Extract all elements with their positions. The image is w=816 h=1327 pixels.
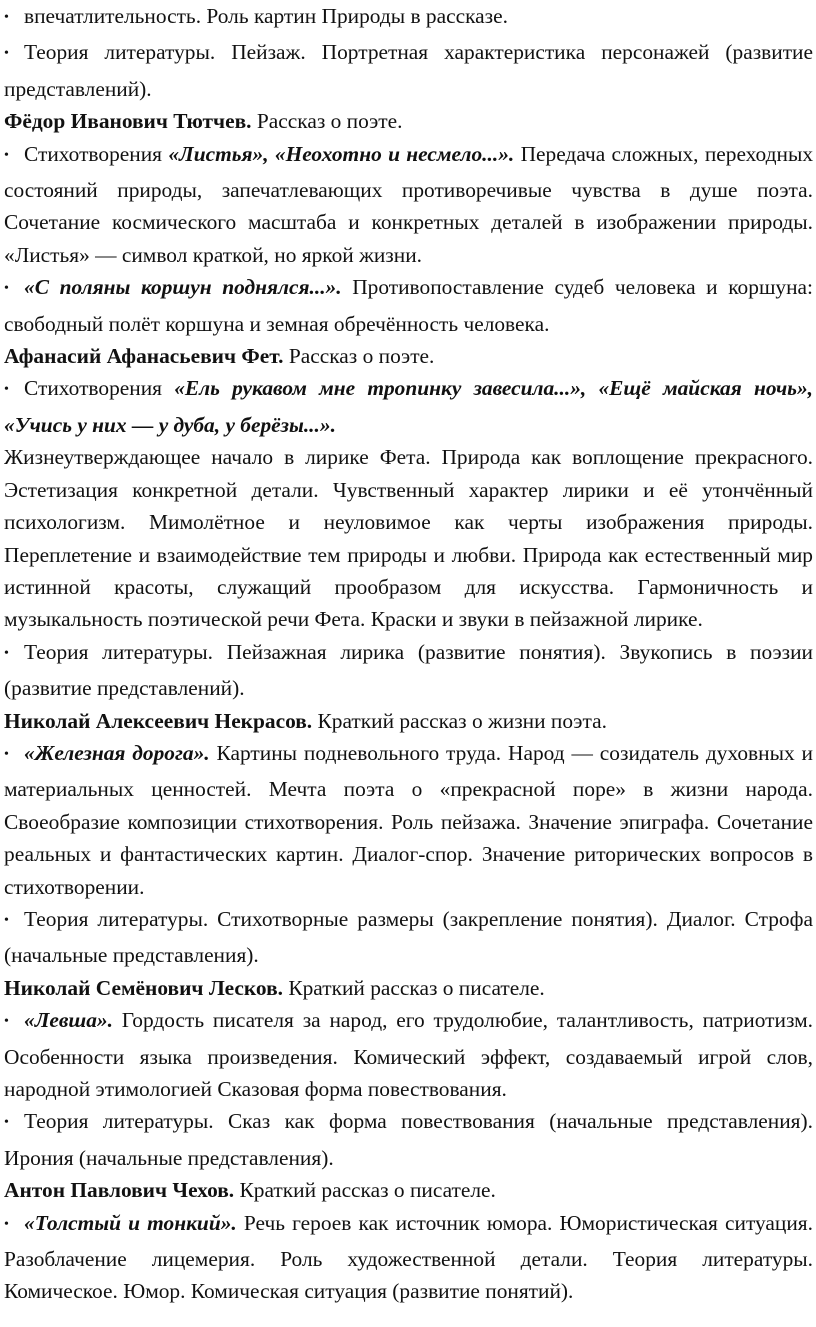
bullet-icon [4,1004,24,1040]
bullet-icon [4,636,24,672]
author-heading-leskov: Николай Семёнович Лесков. Краткий рассказ о писателе. [4,975,545,1000]
paragraph-7: •Стихотворения «Ель рукавом мне тропинку завесила...», «Ещё майская ночь», «Учись у них — у дуба, у берёзы...». [4,372,813,441]
bullet-icon [4,138,24,174]
author-heading-nekrasov: Николай Алексеевич Некрасов. Краткий рассказ о жизни поэта. [4,708,607,733]
bullet-icon [4,1207,24,1243]
author-heading-chekhov: Антон Павлович Чехов. Краткий рассказ о писателе. [4,1178,496,1203]
paragraph-12: •Теория литературы. Стихотворные размеры (закрепление понятия). Диалог. Строфа (начальные представления). [4,903,813,972]
bullet-icon [4,903,24,939]
paragraph-8: Жизнеутверждающее начало в лирике Фета. Природа как воплощение прекрасного. Эстетизация конкретной детали. Чувственный характер лирики и её утончённый психологизм. Мимолётное и неуловимое как черты изображения природы. Переплетение и взаимодействие тем природы и любви. Природа как естественный мир истинной красоты, служащий прообразом для искусства. Гармоничность и музыкальность поэтической речи Фета. Краски и звуки в пейзажной лирике. [4,445,813,632]
paragraph-11: •«Железная дорога». Картины подневольного труда. Народ — созидатель духовных и материальных ценностей. Мечта поэта о «прекрасной поре» в жизни народа. Своеобразие композиции стихотворения. Роль пейзажа. Значение эпиграфа. Сочетание реальных и фантастических картин. Диалог-спор. Значение риторических вопросов в стихотворении. [4,737,813,903]
bullet-icon [4,271,24,307]
author-heading-fet: Афанасий Афанасьевич Фет. Рассказ о поэте. [4,344,435,369]
paragraph-2: •Теория литературы. Пейзаж. Портретная характеристика персонажей (развитие представлений). [4,36,813,105]
paragraph-15: •Теория литературы. Сказ как форма повествования (начальные представления). Ирония (начальные представления). [4,1105,813,1174]
bullet-icon [4,1105,24,1141]
author-heading-tyutchev: Фёдор Иванович Тютчев. Рассказ о поэте. [4,109,403,134]
bullet-icon [4,36,24,72]
paragraph-5: •«С поляны коршун поднялся...». Противопоставление судеб человека и коршуна: свободный полёт коршуна и земная обречённость человека. [4,271,813,340]
paragraph-14: •«Левша». Гордость писателя за народ, его трудолюбие, талантливость, патриотизм. Особенности языка произведения. Комический эффект, создаваемый игрой слов, народной этимологией Сказовая форма повествования. [4,1004,813,1105]
paragraph-1: •впечатлительность. Роль картин Природы в рассказе. [4,0,813,36]
bullet-icon [4,372,24,408]
bullet-icon [4,737,24,773]
bullet-icon [4,0,24,36]
paragraph-9: •Теория литературы. Пейзажная лирика (развитие понятия). Звукопись в поэзии (развитие представлений). [4,636,813,705]
paragraph-17: •«Толстый и тонкий». Речь героев как источник юмора. Юмористическая ситуация. Разоблачение лицемерия. Роль художественной детали. Теория литературы. Комическое. Юмор. Комическая ситуация (развитие понятий). [4,1207,813,1308]
paragraph-4: •Стихотворения «Листья», «Неохотно и несмело...». Передача сложных, переходных состояний природы, запечатлевающих противоречивые чувства в душе поэта. Сочетание космического масштаба и конкретных деталей в изображении природы. «Листья» — символ краткой, но яркой жизни. [4,138,813,272]
